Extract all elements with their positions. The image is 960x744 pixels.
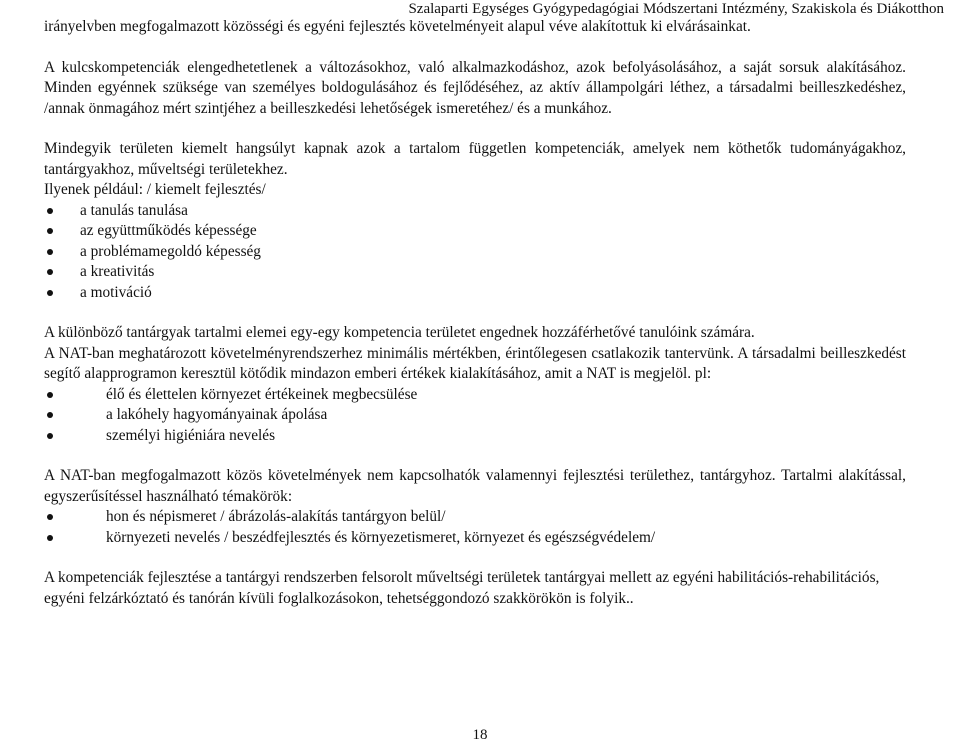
paragraph-competency-development: A kompetenciák fejlesztése a tantárgyi rendszerben felsorolt műveltségi területek tantárgyai mellett az egyéni habilitációs-rehabilitációs, egyéni felzárkóztató és tanórán kívüli foglalkozásokon, tehetséggondozó szakkörökön is folyik.. xyxy=(44,569,880,607)
list-item: a tanulás tanulása xyxy=(44,201,906,222)
list-item: a problémamegoldó képesség xyxy=(44,242,906,263)
paragraph-common-requirements: A NAT-ban megfogalmazott közös követelmények nem kapcsolhatók valamennyi fejlesztési területhez, tantárgyhoz. Tartalmi alakítással, egyszerűsítéssel használható témakörök: xyxy=(44,467,906,505)
list-item: a kreativitás xyxy=(44,262,906,283)
paragraph-intro-continuation: irányelvben megfogalmazott közösségi és egyéni fejlesztés követelményeit alapul véve alakítottuk ki elvárásainkat. xyxy=(44,18,751,35)
paragraph-key-competencies: A kulcskompetenciák elengedhetetlenek a változásokhoz, való alkalmazkodáshoz, azok befolyásolásához, a saját sorsuk alakításához. Minden egyénnek szüksége van személyes boldogulásához és fejlődéséhez, az aktív állampolgári léthez, a társadalmi beilleszkedéshez, /annak önmagához mért szintjéhez a beilleszkedési lehetőségek ismeretéhez/ és a munkához. xyxy=(44,58,906,117)
key-skills-list xyxy=(44,201,906,304)
running-header: Szalaparti Egységes Gyógypedagógiai Módszertani Intézmény, Szakiskola és Diákotthon xyxy=(408,1,944,17)
paragraph-examples-intro: Ilyenek például: / kiemelt fejlesztés/ xyxy=(44,181,266,198)
values-list xyxy=(44,385,906,447)
paragraph-content-independent: Mindegyik területen kiemelt hangsúlyt kapnak azok a tartalom független kompetenciák, amelyek nem köthetők tudományágakhoz, tantárgyakhoz, műveltségi területekhez. xyxy=(44,140,906,178)
list-item: személyi higiéniára nevelés xyxy=(44,426,906,447)
list-item: az együttműködés képessége xyxy=(44,221,906,242)
list-item: élő és élettelen környezet értékeinek megbecsülése xyxy=(44,385,906,406)
paragraph-nat-requirements: A NAT-ban meghatározott követelményrendszerhez minimális mértékben, érintőlegesen csatlakozik tantervünk. A társadalmi beilleszkedést segítő alapprogramon keresztül kötődik mindazon emberi értékek kialakításához, amit a NAT is megjelöl. pl: xyxy=(44,344,906,382)
document-body xyxy=(44,17,906,609)
list-item: a motiváció xyxy=(44,283,906,304)
topics-list xyxy=(44,507,906,548)
list-item: a lakóhely hagyományainak ápolása xyxy=(44,405,906,426)
list-item: környezeti nevelés / beszédfejlesztés és környezetismeret, környezet és egészségvédelem/ xyxy=(44,528,906,549)
list-item: hon és népismeret / ábrázolás-alakítás tantárgyon belül/ xyxy=(44,507,906,528)
page-number: 18 xyxy=(472,727,488,743)
paragraph-subject-content: A különböző tantárgyak tartalmi elemei egy-egy kompetencia területet engednek hozzáférhetővé tanulóink számára. xyxy=(44,324,755,341)
